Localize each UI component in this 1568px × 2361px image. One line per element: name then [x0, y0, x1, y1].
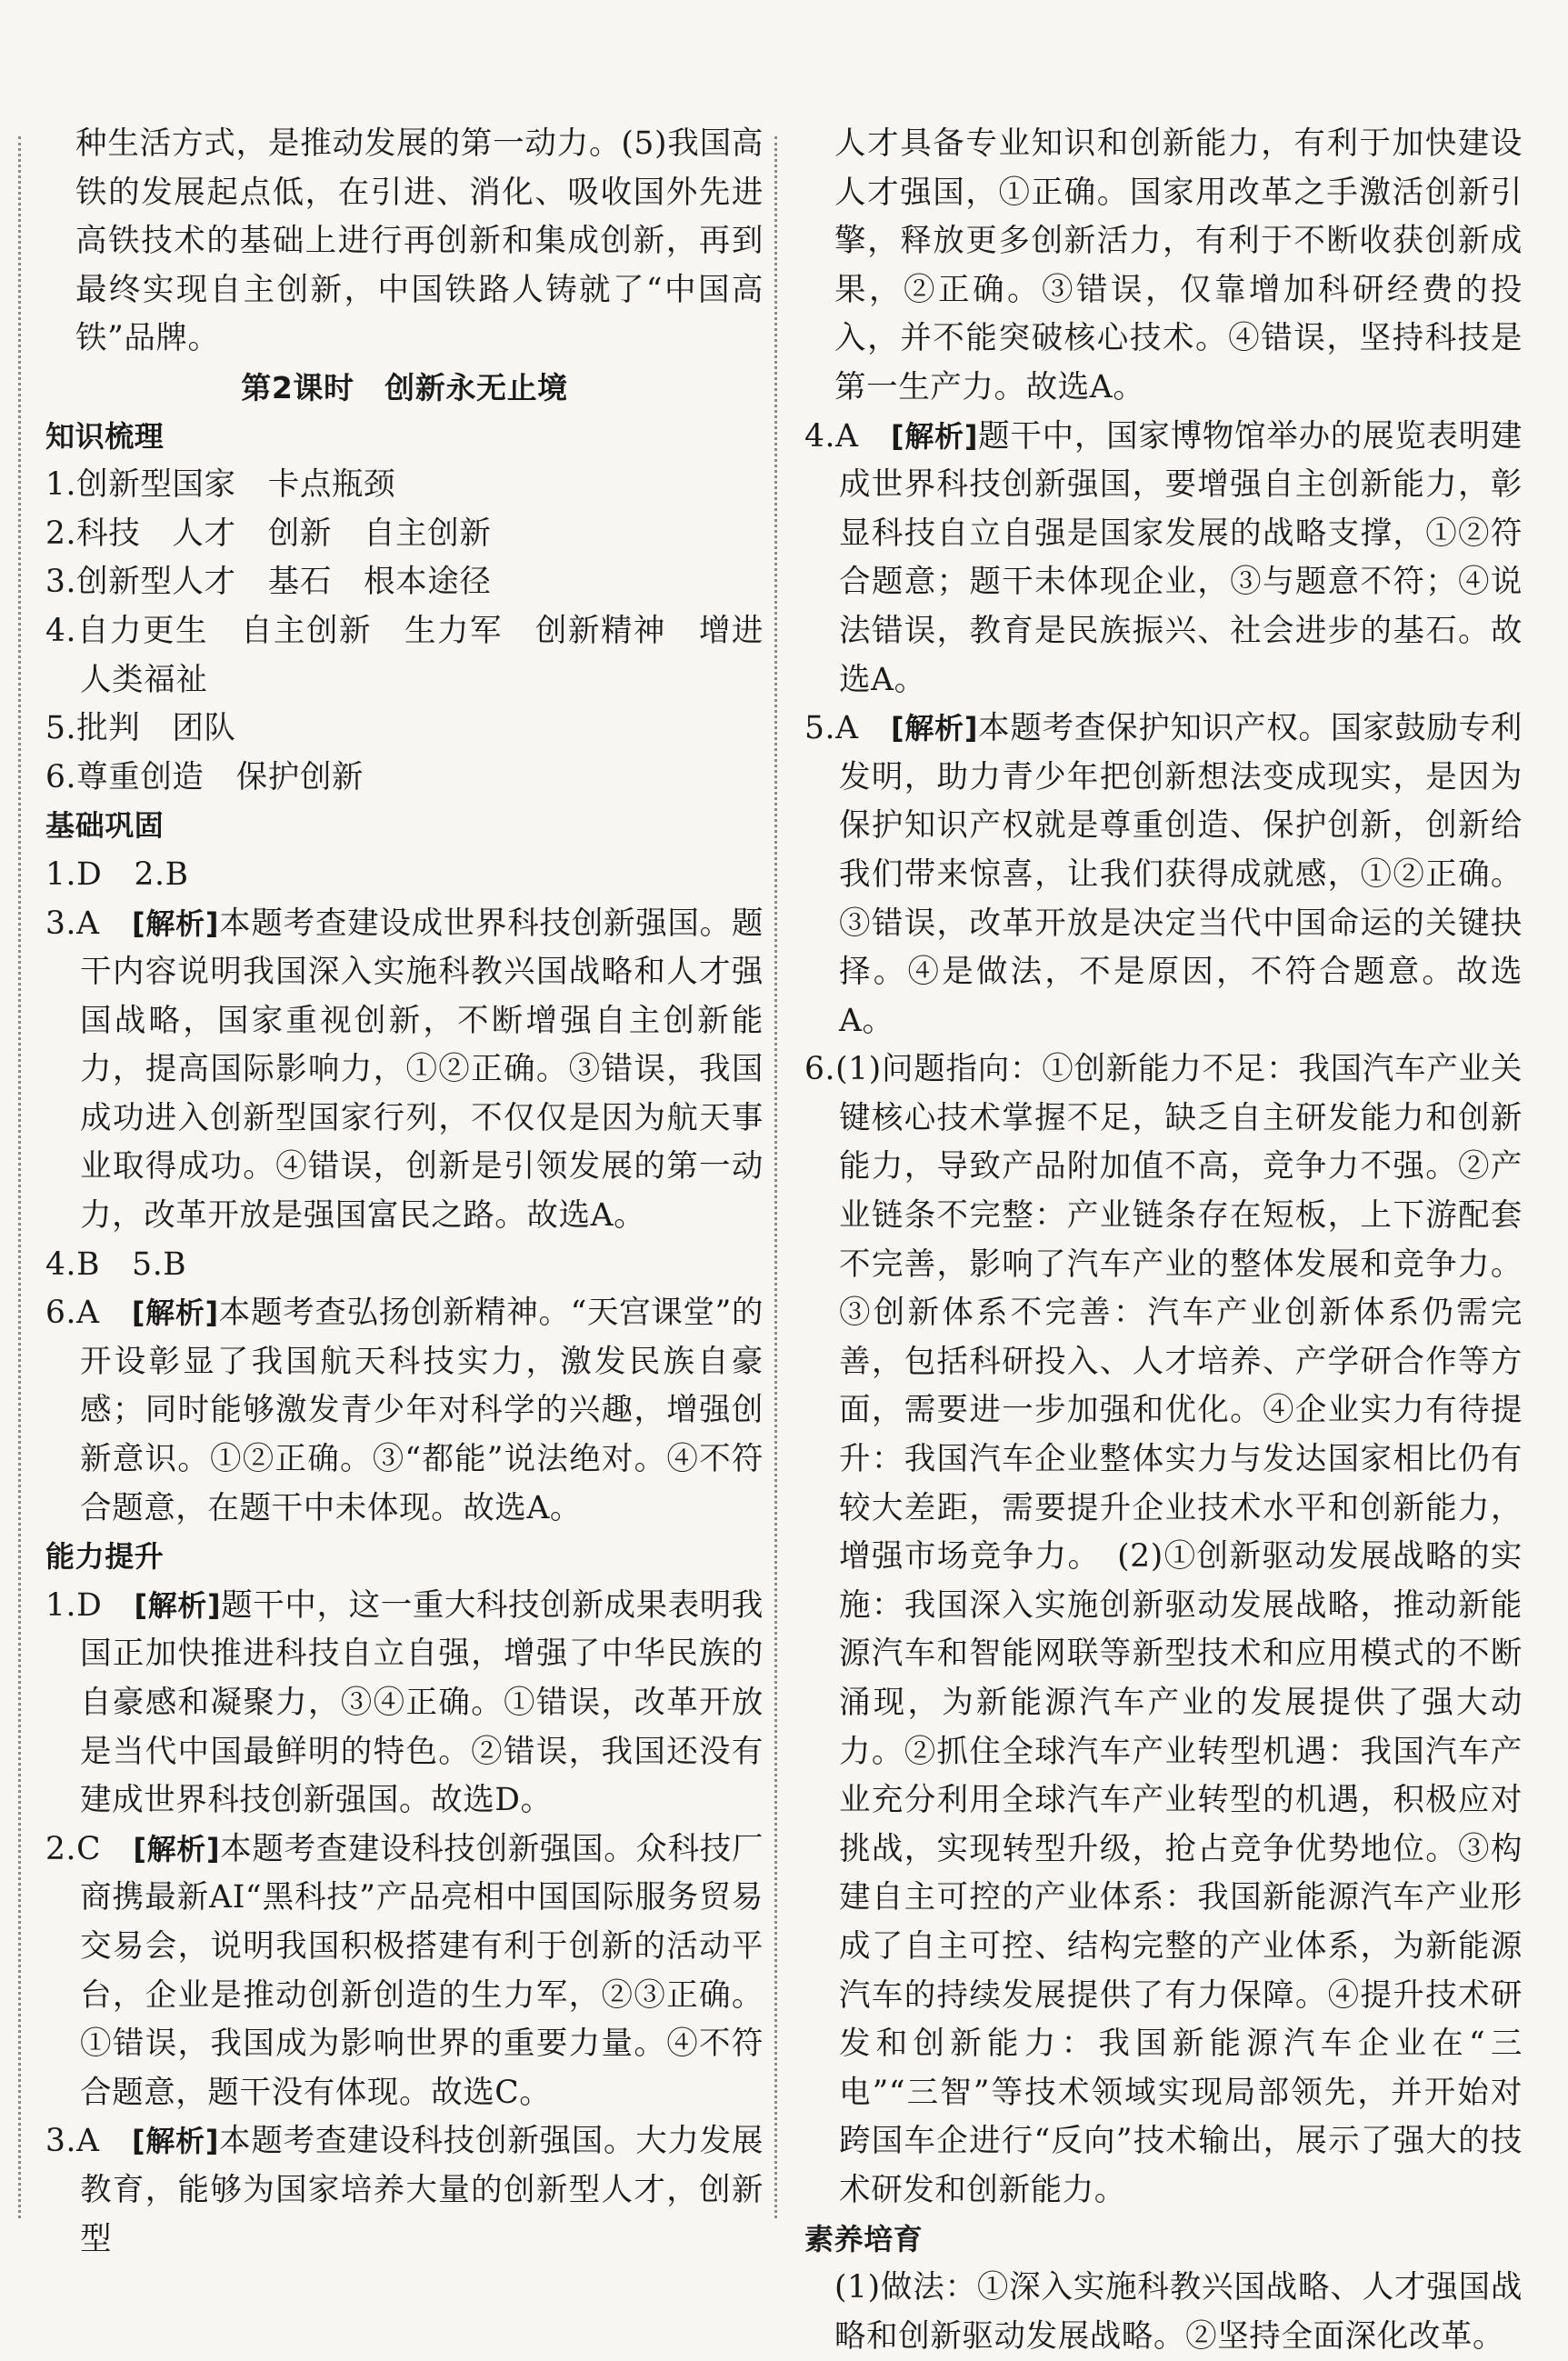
left-column — [45, 120, 764, 2264]
knowledge-item: 5.批判 团队 — [45, 710, 236, 747]
answer-line: 1.D 2.B — [45, 855, 189, 893]
answer-item — [45, 1289, 764, 1533]
answer-item — [804, 413, 1523, 705]
answer-number: 3.A — [45, 2123, 132, 2160]
continued-answer: 人才具备专业知识和创新能力，有利于加快建设人才强国，①正确。国家用改革之手激活创新引擎，释放更多创新活力，有利于不断收获创新成果，②正确。③错误，仅靠增加科研经费的投入，并不能突破核心技术。④错误，坚持科技是第一生产力。故选A。 — [834, 125, 1523, 405]
answer-item: 6.(1)问题指向：①创新能力不足：我国汽车产业关键核心技术掌握不足，缺乏自主研发能力和创新能力，导致产品附加值不高，竞争力不强。②产业链条不完整：产业链条存在短板，上下游配套不完善，影响了汽车产业的整体发展和竞争力。③创新体系不完善：汽车产业创新体系仍需完善，包括科研投入、人才培养、产学研合作等方面，需要进一步加强和优化。④企业实力有待提升：我国汽车企业整体实力与发达国家相比仍有较大差距，需要提升企业技术水平和创新能力，增强市场竞争力。 (2)①创新驱动发展战略的实施：我国深入实施创新驱动发展战略，推动新能源汽车和智能网联等新型技术和应用模式的不断涌现，为新能源汽车产业的发展提供了强大动力。②抓住全球汽车产业转型机遇：我国汽车产业充分利用全球汽车产业转型的机遇，积极应对挑战，实现转型升级，抢占竞争优势地位。③构建自主可控的产业体系：我国新能源汽车产业形成了自主可控、结构完整的产业体系，为新能源汽车的持续发展提供了有力保障。④提升技术研发和创新能力：我国新能源汽车企业在“三电”“三智”等技术领域实现局部领先，并开始对跨国车企进行“反向”技术输出，展示了强大的技术研发和创新能力。 — [804, 1051, 1523, 2208]
literacy-answer: (1)做法：①深入实施科教兴国战略、人才强国战略和创新驱动发展战略。②坚持全面深化改革。 — [834, 2269, 1523, 2355]
answer-text: 本题考查建设科技创新强国。众科技厂商携最新AI“黑科技”产品亮相中国国际服务贸易交易会，说明我国积极搭建有利于创新的活动平台，企业是推动创新创造的生力军，②③正确。①错误，我国成为影响世界的重要力量。④不符合题意，题干没有体现。故选C。 — [80, 1830, 764, 2111]
knowledge-item: 3.创新型人才 基石 根本途径 — [45, 564, 492, 601]
answer-number: 4.A — [804, 417, 891, 455]
analysis-tag: [解析] — [131, 1296, 219, 1331]
answer-number: 1.D — [45, 1586, 135, 1624]
answer-item — [45, 900, 764, 1241]
knowledge-item: 1.创新型国家 卡点瓶颈 — [45, 466, 396, 504]
answer-number: 2.C — [45, 1830, 134, 1867]
answer-item — [45, 1582, 764, 1826]
analysis-tag: [解析] — [132, 2124, 220, 2159]
analysis-tag: [解析] — [133, 1831, 221, 1866]
answer-text: 题干中，国家博物馆举办的展览表明建成世界科技创新强国，要增强自主创新能力，彰显科技自立自强是国家发展的战略支撑，①②符合题意；题干未体现企业，③与题意不符；④说法错误，教育是民族振兴、社会进步的基石。故选A。 — [839, 417, 1523, 698]
analysis-tag: [解析] — [132, 905, 220, 941]
answer-item — [804, 705, 1523, 1045]
answer-text: 本题考查弘扬创新精神。“天宫课堂”的开设彰显了我国航天科技实力，激发民族自豪感；同时能够激发青少年对科学的兴趣，增强创新意识。①②正确。③“都能”说法绝对。④不符合题意，在题干中未体现。故选A。 — [80, 1295, 764, 1526]
answer-text: 题干中，这一重大科技创新成果表明我国正加快推进科技自立自强，增强了中华民族的自豪感和凝聚力，③④正确。①错误，改革开放是当代中国最鲜明的特色。②错误，我国还没有建成世界科技创新强国。故选D。 — [80, 1586, 764, 1819]
answer-text: 本题考查保护知识产权。国家鼓励专利发明，助力青少年把创新想法变成现实，是因为保护知识产权就是尊重创造、保护创新，创新给我们带来惊喜，让我们获得成就感，①②正确。③错误，改革开放是决定当代中国命运的关键抉择。④是做法，不是原因，不符合题意。故选A。 — [839, 710, 1523, 1039]
answer-number: 5.A — [804, 710, 891, 747]
column-divider — [774, 136, 777, 2218]
knowledge-item: 2.科技 人才 创新 自主创新 — [45, 515, 492, 552]
answer-item — [45, 2117, 764, 2264]
analysis-tag: [解析] — [891, 418, 979, 454]
right-column — [804, 120, 1523, 2361]
lesson-title: 第2课时 创新永无止境 — [241, 369, 568, 405]
section-knowledge-title: 知识梳理 — [45, 418, 165, 454]
knowledge-item: 4.自力更生 自主创新 生力军 创新精神 增进人类福祉 — [45, 612, 764, 698]
section-basics-title: 基础巩固 — [45, 808, 165, 844]
section-ability-title: 能力提升 — [45, 1539, 165, 1575]
answer-text: 本题考查建设成世界科技创新强国。题干内容说明我国深入实施科教兴国战略和人才强国战略，国家重视创新，不断增强自主创新能力，提高国际影响力，①②正确。③错误，我国成功进入创新型国家行列，不仅仅是因为航天事业取得成功。④错误，创新是引领发展的第一动力，改革开放是强国富民之路。故选A。 — [80, 905, 764, 1235]
answer-item — [45, 1826, 764, 2118]
answer-number: 6.A — [45, 1295, 132, 1332]
section-literacy-title: 素养培育 — [804, 2221, 924, 2256]
analysis-tag: [解析] — [134, 1587, 222, 1623]
intro-paragraph: 种生活方式，是推动发展的第一动力。(5)我国高铁的发展起点低，在引进、消化、吸收国外先进高铁技术的基础上进行再创新和集成创新，再到最终实现自主创新，中国铁路人铸就了“中国高铁”品牌。 — [75, 125, 764, 357]
answer-number: 3.A — [45, 905, 132, 942]
answer-line: 4.B 5.B — [45, 1246, 187, 1283]
knowledge-item: 6.尊重创造 保护创新 — [45, 758, 365, 795]
answer-text: 本题考查建设科技创新强国。大力发展教育，能够为国家培养大量的创新型人才，创新型 — [80, 2123, 764, 2257]
analysis-tag: [解析] — [891, 711, 979, 746]
left-margin-divider — [18, 136, 21, 2218]
